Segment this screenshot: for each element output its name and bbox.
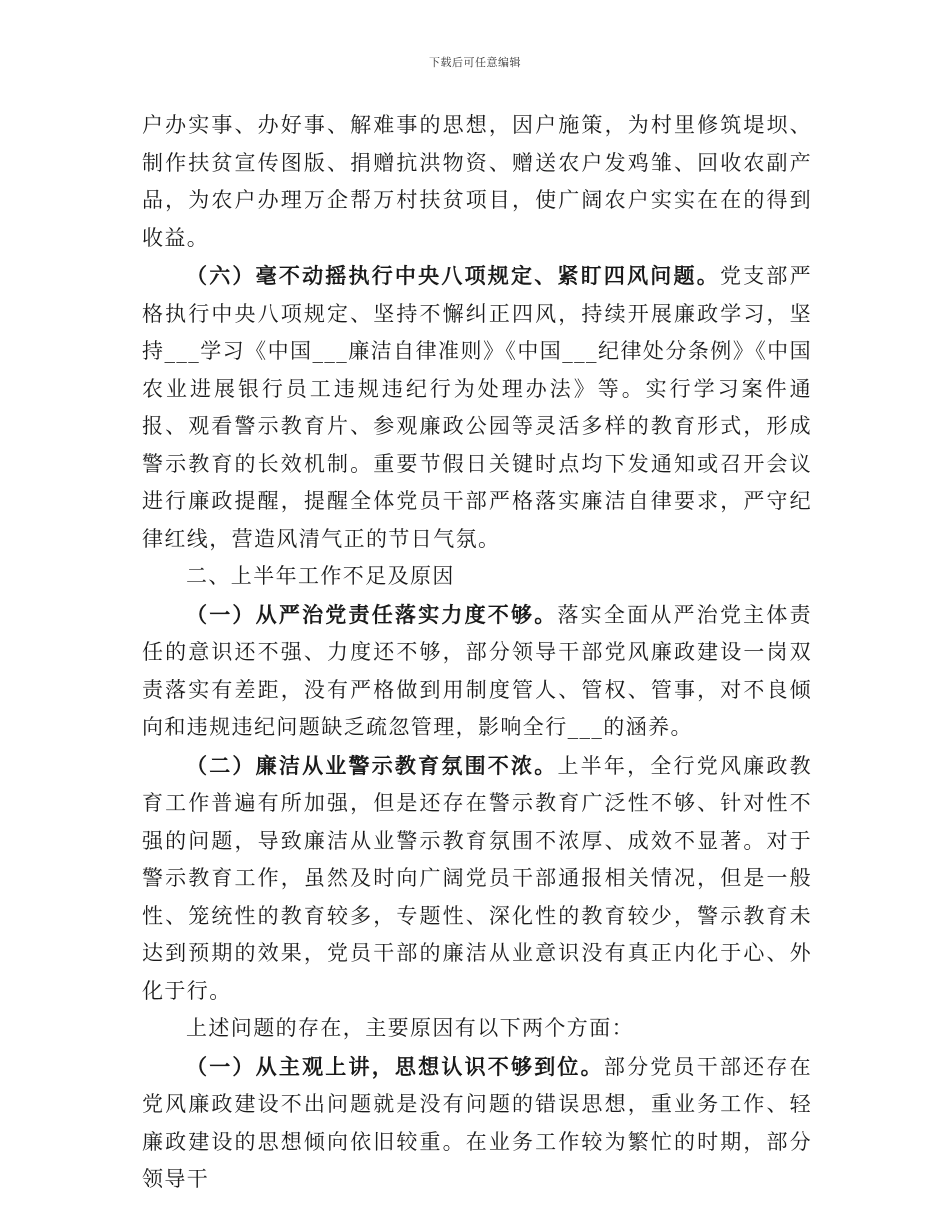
paragraph-cause-1: [142, 1048, 812, 1199]
paragraph-heading: （一）从主观上讲，思想认识不够到位。: [186, 1053, 604, 1079]
document-body: [142, 107, 812, 1199]
paragraph-text: 部分党员干部还存在党风廉政建设不出问题就是没有问题的错误思想，重业务工作、轻廉政建设的思想倾向依旧较重。在业务工作较为繁忙的时期，部分领导干: [142, 1054, 812, 1191]
paragraph-heading: （六）毫不动摇执行中央八项规定、紧盯四风问题。: [186, 263, 720, 288]
paragraph-text: 党支部严格执行中央八项规定、坚持不懈纠正四风，持续开展廉政学习，坚持___学习《中国___廉洁自律准则》《中国___纪律处分条例》《中国农业进展银行员工违规违纪行为处理办法》等。实行学习案件通报、观看警示教育片、参观廉政公园等灵活多样的教育形式，形成警示教育的长效机制。重要节假日关键时点均下发通知或召开会议进行廉政提醒，提醒全体党员干部严格落实廉洁自律要求，严守纪律红线，营造风清气正的节日气氛。: [142, 264, 812, 551]
paragraph-heading: （一）从严治党责任落实力度不够。: [186, 601, 558, 627]
paragraph-text: 落实全面从严治党主体责任的意识还不强、力度还不够，部分领导干部党风廉政建设一岗双责落实有差距，没有严格做到用制度管人、管权、管事，对不良倾向和违规违纪问题缺乏疏忽管理，影响全行___的涵养。: [142, 602, 812, 739]
paragraph-text: 户办实事、办好事、解难事的思想，因户施策，为村里修筑堤坝、制作扶贫宣传图版、捐赠抗洪物资、赠送农户发鸡雏、回收农副产品，为农户办理万企帮万村扶贫项目，使广阔农户实实在在的得到收益。: [142, 113, 812, 250]
paragraph-text: 上述问题的存在，主要原因有以下两个方面：: [186, 1016, 634, 1040]
paragraph-shortcoming-2: [142, 747, 812, 1011]
paragraph-heading: （二）廉洁从业警示教育氛围不浓。: [186, 752, 558, 778]
paragraph-causes-intro: [142, 1010, 812, 1048]
paragraph-text: 二、上半年工作不足及原因: [186, 564, 455, 588]
paragraph-text: 上半年，全行党风廉政教育工作普遍有所加强，但是还存在警示教育广泛性不够、针对性不强的问题，导致廉洁从业警示教育氛围不浓厚、成效不显著。对于警示教育工作，虽然及时向广阔党员干部通报相关情况，但是一般性、笼统性的教育较多，专题性、深化性的教育较少，警示教育未达到预期的效果，党员干部的廉洁从业意识没有真正内化于心、外化于行。: [142, 753, 812, 1003]
paragraph-shortcoming-1: [142, 596, 812, 747]
paragraph-section-6: [142, 257, 812, 558]
page-header: 下载后可任意编辑: [429, 56, 521, 69]
paragraph-continuation: [142, 107, 812, 257]
section-heading-shortcomings: [142, 558, 812, 596]
